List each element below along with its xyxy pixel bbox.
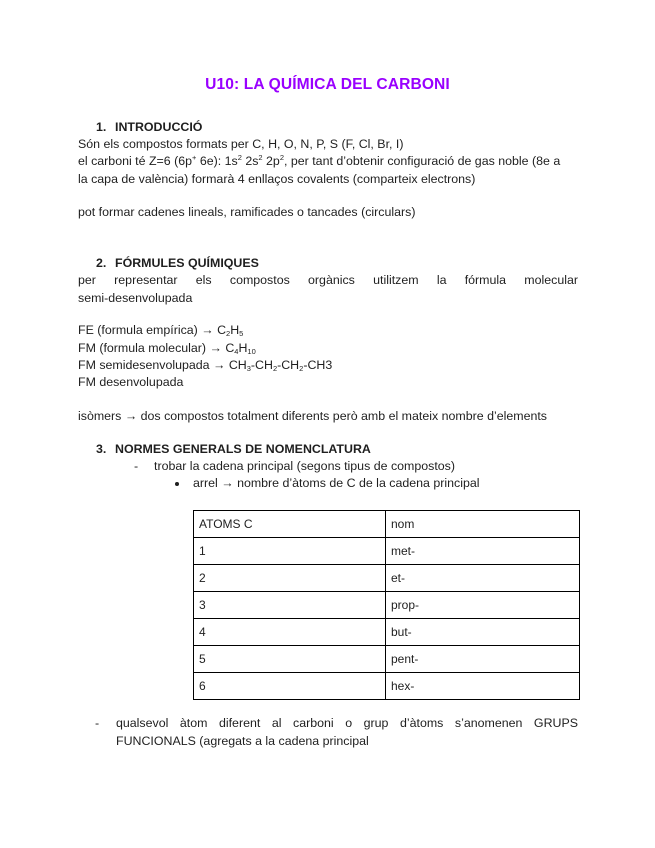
table-cell: hex- [386, 673, 580, 700]
list-item-1: trobar la cadena principal (segons tipus de compostos) [154, 459, 455, 473]
table-cell: pent- [386, 646, 580, 673]
isomers-line: isòmers → dos compostos totalment diferents però amb el mateix nombre d’elements [78, 409, 547, 423]
developed-formula-line: FM desenvolupada [78, 375, 184, 389]
intro-line-4: pot formar cadenes lineals, ramificades o tancades (circulars) [78, 205, 416, 219]
functional-groups-item [116, 715, 578, 750]
functional-groups-line-2: FUNCIONALS (agregats a la cadena principal [116, 733, 369, 748]
table-cell: et- [386, 565, 580, 592]
carbon-prefix-table [193, 510, 580, 700]
table-cell: met- [386, 538, 580, 565]
table-header-row [194, 511, 580, 538]
page-title: U10: LA QUÍMICA DEL CARBONI [205, 76, 450, 93]
list-dash-2: - [95, 716, 100, 730]
table-cell: 2 [194, 565, 386, 592]
table-row [194, 673, 580, 700]
section-3-number: 3. [96, 442, 107, 456]
table-cell: 1 [194, 538, 386, 565]
sub-list-item-1: arrel → nombre d’àtoms de C de la cadena principal [193, 476, 480, 490]
functional-groups-line-1: qualsevol àtom diferent al carboni o grup d’àtoms s’anomenen GRUPS [116, 716, 578, 730]
table-row [194, 538, 580, 565]
empirical-formula-line: FE (formula empírica) → $C_2H_5$ [78, 323, 244, 338]
intro-line-1: Són els compostos formats per C, H, O, N, P, S (F, Cl, Br, I) [78, 137, 404, 151]
table-cell: 3 [194, 592, 386, 619]
section-1-number: 1. [96, 120, 107, 134]
table-cell: 4 [194, 619, 386, 646]
intro-line-2: el carboni té Z=6 (6p+ 6e): $1s^2$ $2s^2$ $2p^2$, per tant d’obtenir configuració de gas noble (8e a [78, 153, 561, 168]
table-cell: prop- [386, 592, 580, 619]
table-row [194, 619, 580, 646]
molecular-formula-line: FM (formula molecular) → $C_4H_{10}$ [78, 341, 256, 356]
section-3-heading: NORMES GENERALS DE NOMENCLATURA [115, 442, 371, 456]
formulas-paragraph [78, 272, 578, 307]
table-header-cell: nom [386, 511, 580, 538]
formulas-paragraph-line-2: semi-desenvolupada [78, 290, 193, 305]
table-cell: 5 [194, 646, 386, 673]
table-row [194, 646, 580, 673]
section-2-number: 2. [96, 256, 107, 270]
list-dash-1: - [134, 459, 139, 473]
section-1-heading: INTRODUCCIÓ [115, 120, 203, 134]
table-row [194, 592, 580, 619]
bullet-dot-icon [175, 482, 179, 486]
table-cell: 6 [194, 673, 386, 700]
section-2-heading: FÓRMULES QUÍMIQUES [115, 256, 259, 270]
table-cell: but- [386, 619, 580, 646]
formulas-paragraph-line-1: per representar els compostos orgànics utilitzem la fórmula molecular [78, 273, 578, 287]
semi-developed-formula-line: FM semidesenvolupada → $CH_3-CH_2-CH_2-CH3$ [78, 358, 333, 373]
table-row [194, 565, 580, 592]
table-header-cell: ATOMS C [194, 511, 386, 538]
intro-line-3: la capa de valència) formarà 4 enllaços covalents (comparteix electrons) [78, 172, 476, 186]
